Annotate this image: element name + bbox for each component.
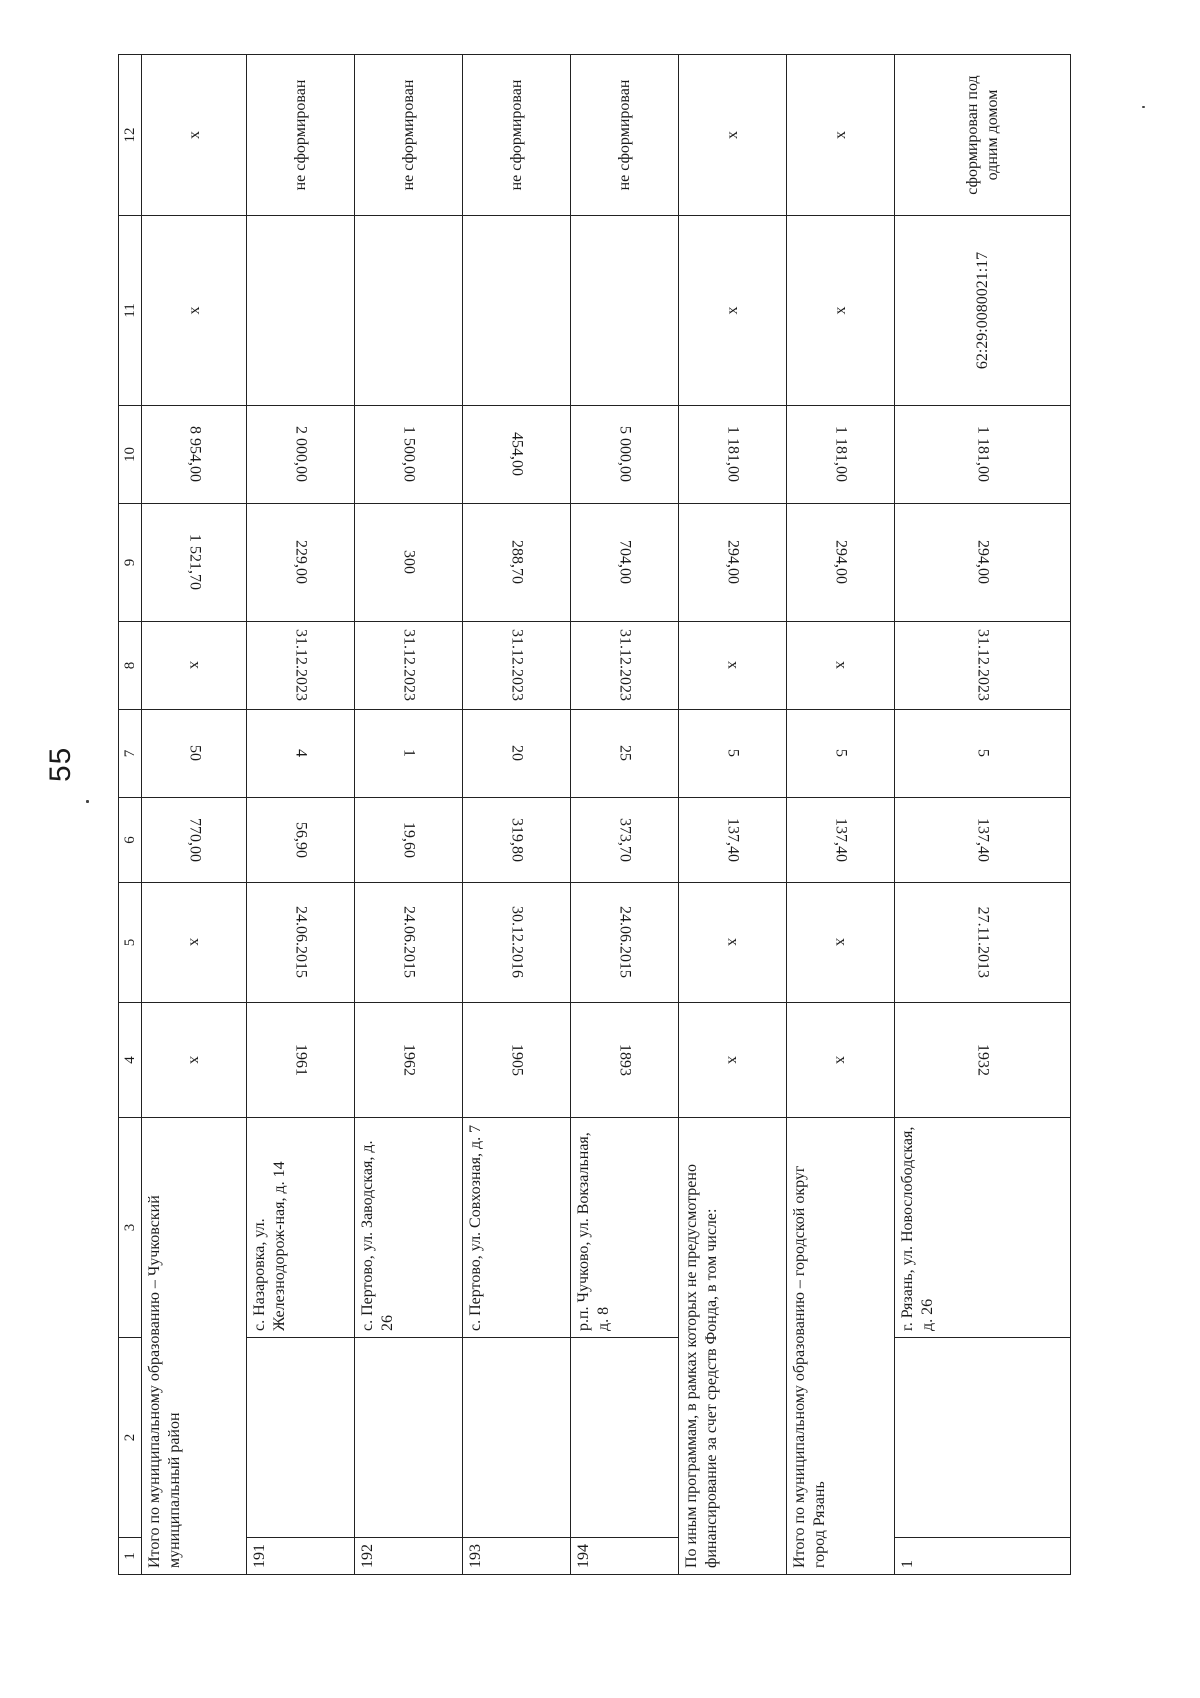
scan-speck <box>86 800 89 803</box>
total-row-ryazan <box>787 55 895 1575</box>
cell-address: р.п. Чучково, ул. Вокзальная, д. 8 <box>571 1118 679 1338</box>
cell-people: 25 <box>571 710 679 798</box>
header-cell: 8 <box>119 622 142 710</box>
cell-col9: 288,70 <box>463 504 571 622</box>
header-cell: 10 <box>119 406 142 504</box>
cell-year: x <box>679 1003 787 1118</box>
cell-year: 1893 <box>571 1003 679 1118</box>
cell-date: 24.06.2015 <box>355 883 463 1003</box>
row-number: 1 <box>895 1538 1071 1575</box>
row-number: 191 <box>247 1538 355 1575</box>
cell-area: 19,60 <box>355 798 463 883</box>
header-cell: 11 <box>119 216 142 406</box>
cell-col2 <box>247 1338 355 1538</box>
table-row <box>355 55 463 1575</box>
page-number: 55 <box>44 746 77 782</box>
cell-date: x <box>142 883 247 1003</box>
cell-col10: 454,00 <box>463 406 571 504</box>
table-row <box>571 55 679 1575</box>
cell-address: г. Рязань, ул. Новослободская, д. 26 <box>895 1118 1071 1338</box>
cell-deadline: x <box>142 622 247 710</box>
table-row <box>247 55 355 1575</box>
cell-deadline: 31.12.2023 <box>463 622 571 710</box>
table-row <box>463 55 571 1575</box>
header-cell: 3 <box>119 1118 142 1338</box>
cell-address: с. Пертово, ул. Совхозная, д. 7 <box>463 1118 571 1338</box>
cell-col9: 1 521,70 <box>142 504 247 622</box>
cell-col10: 1 181,00 <box>787 406 895 504</box>
cell-cadastral <box>463 216 571 406</box>
cell-cadastral <box>571 216 679 406</box>
other-programs-row <box>679 55 787 1575</box>
scan-speck <box>1142 106 1145 108</box>
cell-cadastral: x <box>142 216 247 406</box>
header-cell: 5 <box>119 883 142 1003</box>
cell-col10: 2 000,00 <box>247 406 355 504</box>
cell-cadastral: 62:29:0080021:17 <box>895 216 1071 406</box>
cell-col9: 229,00 <box>247 504 355 622</box>
cell-people: 5 <box>787 710 895 798</box>
cell-date: 24.06.2015 <box>571 883 679 1003</box>
cell-status: не сформирован <box>247 55 355 216</box>
row-number: 194 <box>571 1538 679 1575</box>
cell-address: с. Пертово, ул. Заводская, д. 26 <box>355 1118 463 1338</box>
header-cell: 12 <box>119 55 142 216</box>
cell-col9: 300 <box>355 504 463 622</box>
cell-cadastral: x <box>787 216 895 406</box>
cell-cadastral: x <box>679 216 787 406</box>
cell-status: не сформирован <box>571 55 679 216</box>
header-cell: 4 <box>119 1003 142 1118</box>
header-cell: 6 <box>119 798 142 883</box>
cell-year: 1932 <box>895 1003 1071 1118</box>
column-number-row <box>119 55 142 1575</box>
cell-status: не сформирован <box>355 55 463 216</box>
cell-cadastral <box>355 216 463 406</box>
cell-col2 <box>463 1338 571 1538</box>
cell-deadline: x <box>787 622 895 710</box>
total-label: Итого по муниципальному образованию – Чучковский муниципальный район <box>142 1118 247 1575</box>
cell-col2 <box>571 1338 679 1538</box>
header-cell: 7 <box>119 710 142 798</box>
cell-cadastral <box>247 216 355 406</box>
cell-date: x <box>787 883 895 1003</box>
cell-people: 4 <box>247 710 355 798</box>
cell-area: 137,40 <box>895 798 1071 883</box>
cell-year: 1905 <box>463 1003 571 1118</box>
cell-date: x <box>679 883 787 1003</box>
cell-people: 5 <box>895 710 1071 798</box>
cell-col2 <box>895 1338 1071 1538</box>
housing-relocation-table <box>118 54 1071 1575</box>
cell-area: 319,80 <box>463 798 571 883</box>
cell-col10: 1 181,00 <box>895 406 1071 504</box>
cell-date: 24.06.2015 <box>247 883 355 1003</box>
cell-date: 30.12.2016 <box>463 883 571 1003</box>
total-row-chuchkovo <box>142 55 247 1575</box>
cell-col2 <box>355 1338 463 1538</box>
cell-deadline: 31.12.2023 <box>247 622 355 710</box>
cell-col9: 294,00 <box>787 504 895 622</box>
cell-area: 137,40 <box>787 798 895 883</box>
row-number: 192 <box>355 1538 463 1575</box>
cell-area: 137,40 <box>679 798 787 883</box>
rotated-table-container <box>118 55 1071 1575</box>
cell-area: 373,70 <box>571 798 679 883</box>
cell-address: с. Назаровка, ул. Железнодорож-ная, д. 14 <box>247 1118 355 1338</box>
cell-col9: 704,00 <box>571 504 679 622</box>
cell-people: 1 <box>355 710 463 798</box>
cell-people: 50 <box>142 710 247 798</box>
cell-area: 56,90 <box>247 798 355 883</box>
cell-status: x <box>679 55 787 216</box>
cell-deadline: x <box>679 622 787 710</box>
header-cell: 9 <box>119 504 142 622</box>
cell-people: 5 <box>679 710 787 798</box>
cell-year: 1962 <box>355 1003 463 1118</box>
cell-status: x <box>787 55 895 216</box>
other-programs-label: По иным программам, в рамках которых не предусмотрено финансирование за счет средств Фонда, в том числе: <box>679 1118 787 1575</box>
cell-col10: 1 181,00 <box>679 406 787 504</box>
header-cell: 2 <box>119 1338 142 1538</box>
cell-col10: 1 500,00 <box>355 406 463 504</box>
table-row <box>895 55 1071 1575</box>
cell-status: x <box>142 55 247 216</box>
cell-deadline: 31.12.2023 <box>355 622 463 710</box>
header-cell: 1 <box>119 1538 142 1575</box>
cell-year: x <box>787 1003 895 1118</box>
cell-status: не сформирован <box>463 55 571 216</box>
total-label: Итого по муниципальному образованию – городской округ город Рязань <box>787 1118 895 1575</box>
cell-col10: 8 954,00 <box>142 406 247 504</box>
cell-year: x <box>142 1003 247 1118</box>
cell-col9: 294,00 <box>895 504 1071 622</box>
cell-area: 770,00 <box>142 798 247 883</box>
cell-year: 1961 <box>247 1003 355 1118</box>
cell-date: 27.11.2013 <box>895 883 1071 1003</box>
cell-deadline: 31.12.2023 <box>571 622 679 710</box>
cell-people: 20 <box>463 710 571 798</box>
cell-col9: 294,00 <box>679 504 787 622</box>
row-number: 193 <box>463 1538 571 1575</box>
cell-col10: 5 000,00 <box>571 406 679 504</box>
cell-deadline: 31.12.2023 <box>895 622 1071 710</box>
cell-status: сформирован под одним домом <box>895 55 1071 216</box>
